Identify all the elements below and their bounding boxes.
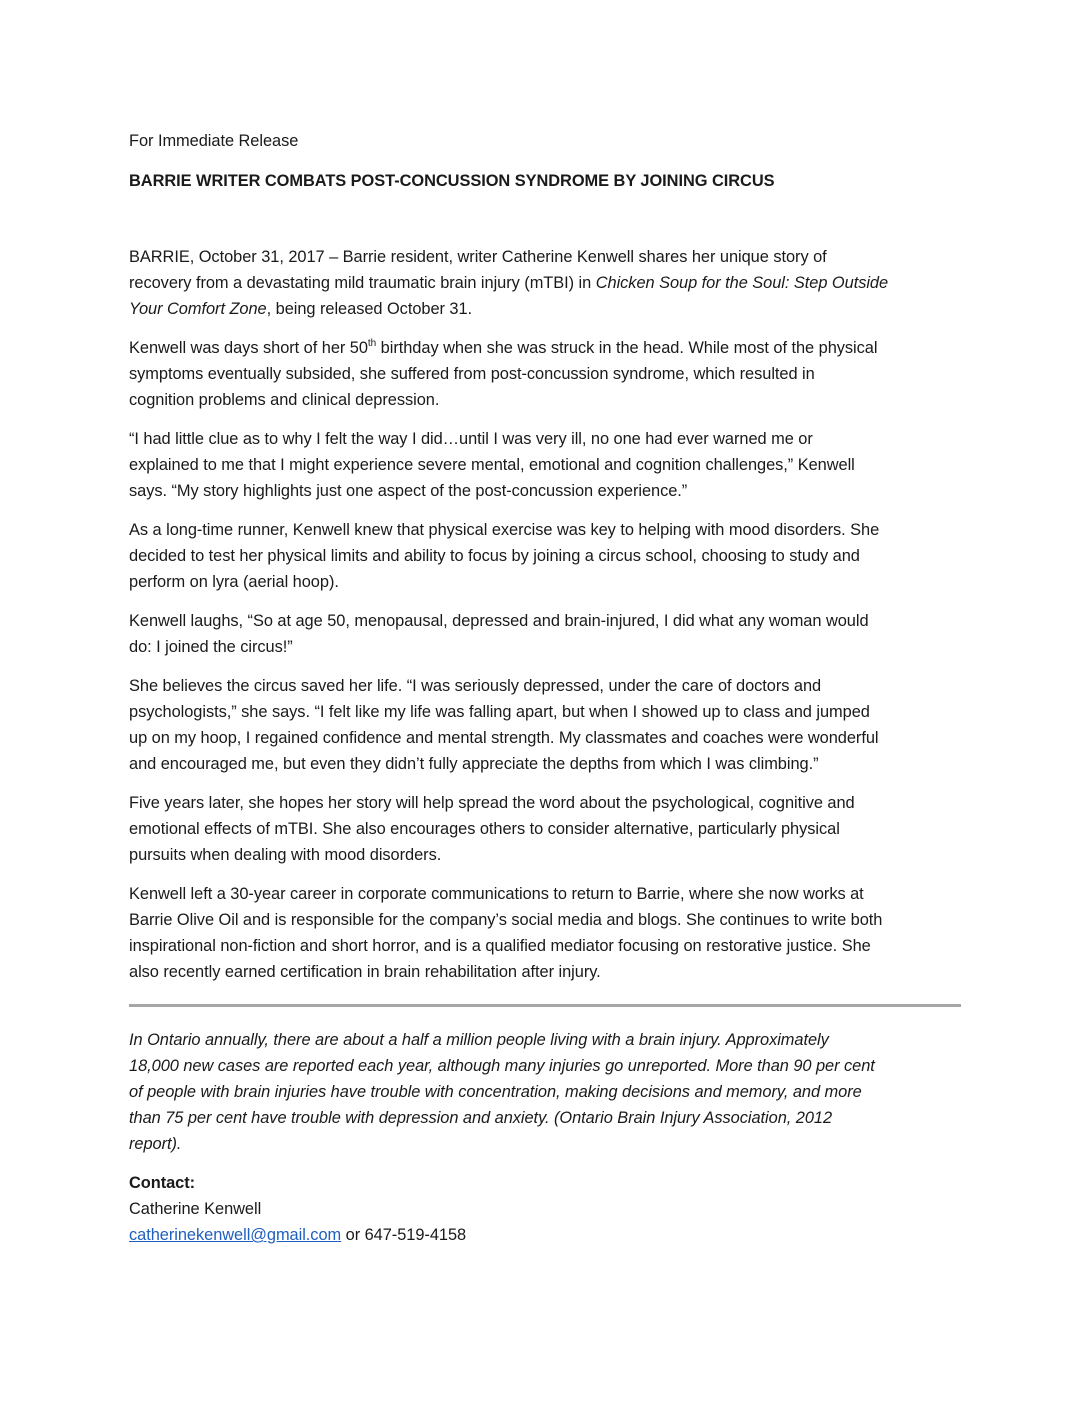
paragraph-line [129, 270, 964, 296]
paragraph-line: and encouraged me, but even they didn’t fully appreciate the depths from which I was climbing.” [129, 755, 819, 773]
contact-separator: or [341, 1226, 365, 1244]
paragraph-line: symptoms eventually subsided, she suffered from post-concussion syndrome, which resulted in [129, 365, 815, 383]
contact-details [129, 1222, 964, 1248]
contact-block [129, 1170, 964, 1248]
paragraph-line: Five years later, she hopes her story will help spread the word about the psychological, cognitive and [129, 794, 855, 812]
paragraph-line: cognition problems and clinical depression. [129, 391, 440, 409]
paragraph-career [129, 881, 964, 985]
paragraph-line: emotional effects of mTBI. She also encourages others to consider alternative, particularly physical [129, 820, 840, 838]
text-span: birthday when she was struck in the head. While most of the physical [376, 339, 878, 357]
paragraph-line: perform on lyra (aerial hoop). [129, 573, 339, 591]
statistics-footnote [129, 1027, 964, 1157]
footnote-line: In Ontario annually, there are about a half a million people living with a brain injury. Approximately [129, 1031, 829, 1049]
contact-label: Contact: [129, 1174, 196, 1192]
email-link[interactable]: catherinekenwell@gmail.com [129, 1226, 342, 1244]
text-span: , being released October 31. [266, 300, 473, 318]
text-span: recovery from a devastating mild traumatic brain injury (mTBI) in [129, 274, 596, 292]
footnote-line: report). [129, 1135, 182, 1153]
paragraph-line: Barrie Olive Oil and is responsible for the company’s social media and blogs. She continues to write both [129, 911, 883, 929]
release-label: For Immediate Release [129, 132, 299, 150]
footnote-line: than 75 per cent have trouble with depression and anxiety. (Ontario Brain Injury Association, 2012 [129, 1109, 833, 1127]
book-title: Chicken Soup for the Soul: Step Outside [595, 274, 889, 292]
footnote-line: 18,000 new cases are reported each year, although many injuries go unreported. More than 90 per cent [129, 1057, 875, 1075]
paragraph-line: She believes the circus saved her life. “I was seriously depressed, under the care of doctors and [129, 677, 822, 695]
paragraph-line: also recently earned certification in brain rehabilitation after injury. [129, 963, 601, 981]
paragraph-line: says. “My story highlights just one aspect of the post-concussion experience.” [129, 482, 688, 500]
paragraph-five-years [129, 790, 964, 868]
footnote-line: of people with brain injuries have trouble with concentration, making decisions and memory, and more [129, 1083, 862, 1101]
paragraph-line: “I had little clue as to why I felt the way I did…until I was very ill, no one had ever warned me or [129, 430, 813, 448]
paragraph-line: up on my hoop, I regained confidence and mental strength. My classmates and coaches were wonderful [129, 729, 879, 747]
paragraph-line [129, 335, 964, 361]
section-divider [129, 1004, 961, 1007]
paragraph-line: As a long-time runner, Kenwell knew that physical exercise was key to helping with mood disorders. She [129, 521, 880, 539]
ordinal-suffix: th [367, 337, 377, 349]
paragraph-line: do: I joined the circus!” [129, 638, 293, 656]
paragraph-runner [129, 517, 964, 595]
book-title: Your Comfort Zone [129, 300, 267, 318]
text-span: Kenwell was days short of her 50 [129, 339, 368, 357]
paragraph-circus-saved [129, 673, 964, 777]
paragraph-line: psychologists,” she says. “I felt like my life was falling apart, but when I showed up to class and jumped [129, 703, 870, 721]
paragraph-line: explained to me that I might experience severe mental, emotional and cognition challenges,” Kenwell [129, 456, 855, 474]
paragraph-laughs [129, 608, 964, 660]
press-release-page [129, 128, 964, 1248]
paragraph-line: Kenwell left a 30-year career in corporate communications to return to Barrie, where she now works at [129, 885, 864, 903]
paragraph-quote-1 [129, 426, 964, 504]
paragraph-line: decided to test her physical limits and ability to focus by joining a circus school, choosing to study and [129, 547, 860, 565]
paragraph-intro [129, 244, 964, 322]
paragraph-injury [129, 335, 964, 413]
headline: BARRIE WRITER COMBATS POST-CONCUSSION SYNDROME BY JOINING CIRCUS [129, 172, 775, 190]
paragraph-line [129, 296, 964, 322]
paragraph-line: BARRIE, October 31, 2017 – Barrie resident, writer Catherine Kenwell shares her unique story of [129, 248, 827, 266]
paragraph-line: Kenwell laughs, “So at age 50, menopausal, depressed and brain-injured, I did what any woman would [129, 612, 869, 630]
paragraph-line: inspirational non-fiction and short horror, and is a qualified mediator focusing on restorative justice. She [129, 937, 871, 955]
paragraph-line: pursuits when dealing with mood disorders. [129, 846, 442, 864]
contact-name: Catherine Kenwell [129, 1200, 262, 1218]
contact-phone: 647-519-4158 [364, 1226, 467, 1244]
